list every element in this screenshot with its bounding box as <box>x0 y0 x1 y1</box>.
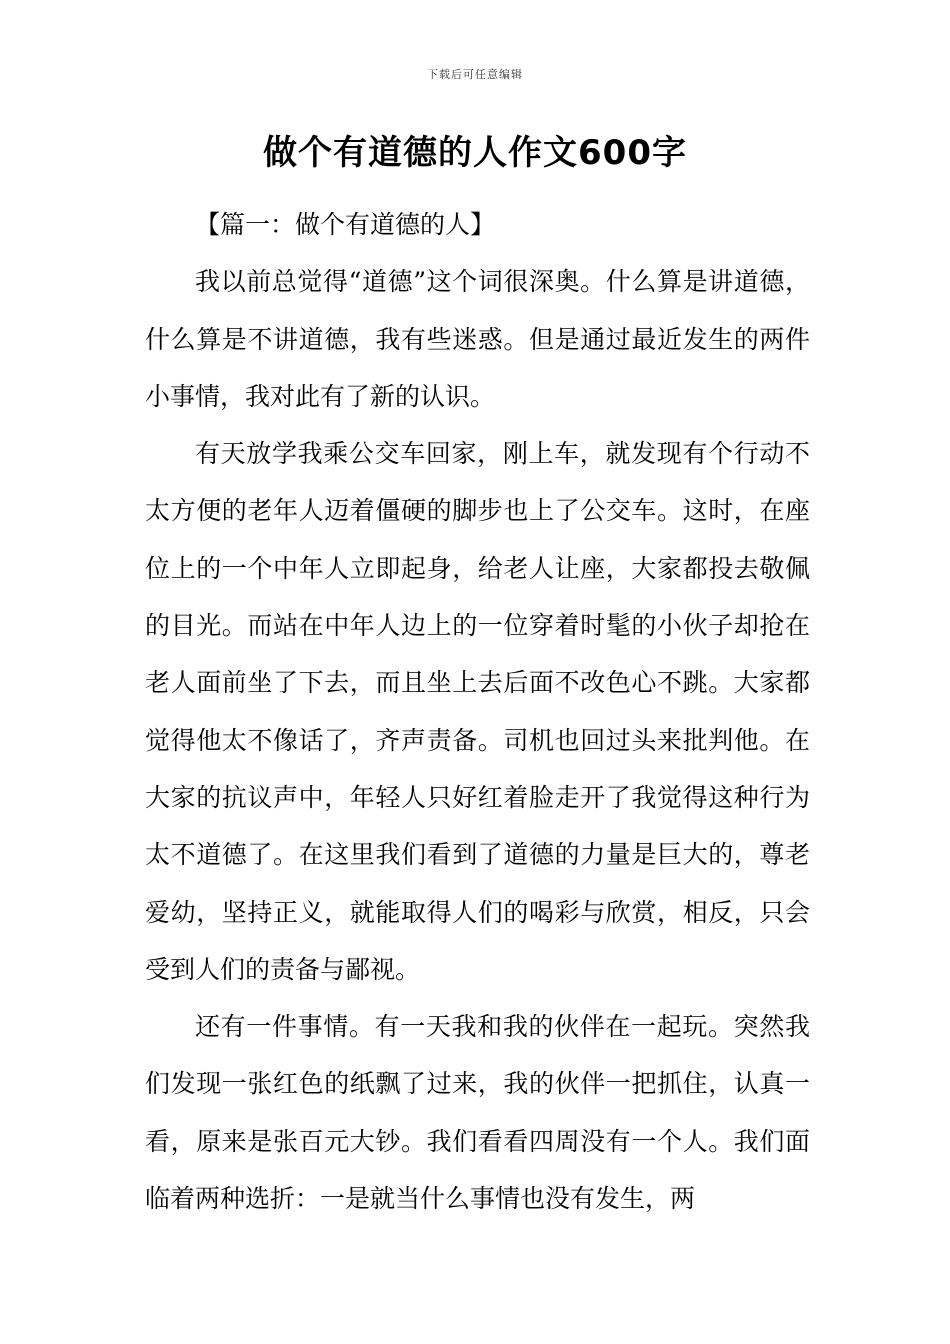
paragraph-3: 还有一件事情。有一天我和我的伙伴在一起玩。突然我们发现一张红色的纸飘了过来，我的伙伴一把抓住，认真一看，原来是张百元大钞。我们看看四周没有一个人。我们面临着两种选折：一是就当什么事情也没有发生，两 <box>145 1012 810 1214</box>
paragraph-2: 有天放学我乘公交车回家，刚上车，就发现有个行动不太方便的老年人迈着僵硬的脚步也上了公交车。这时，在座位上的一个中年人立即起身，给老人让座，大家都投去敬佩的目光。而站在中年人边上的一位穿着时髦的小伙子却抢在老人面前坐了下去，而且坐上去后面不改色心不跳。大家都觉得他太不像话了，齐声责备。司机也回过头来批判他。在大家的抗议声中，年轻人只好红着脸走开了我觉得这种行为太不道德了。在这里我们看到了道德的力量是巨大的，尊老爱幼，坚持正义，就能取得人们的喝彩与欣赏，相反，只会受到人们的责备与鄙视。 <box>145 439 810 984</box>
document-body <box>145 196 810 1227</box>
header-note: 下载后可任意编辑 <box>427 68 523 81</box>
section-heading: 【篇一：做个有道德的人】 <box>195 210 496 239</box>
document-title: 做个有道德的人作文600字 <box>263 133 687 173</box>
paragraph-1: 我以前总觉得“道德”这个词很深奥。什么算是讲道德，什么算是不讲道德，我有些迷惑。但是通过最近发生的两件小事情，我对此有了新的认识。 <box>145 267 810 411</box>
